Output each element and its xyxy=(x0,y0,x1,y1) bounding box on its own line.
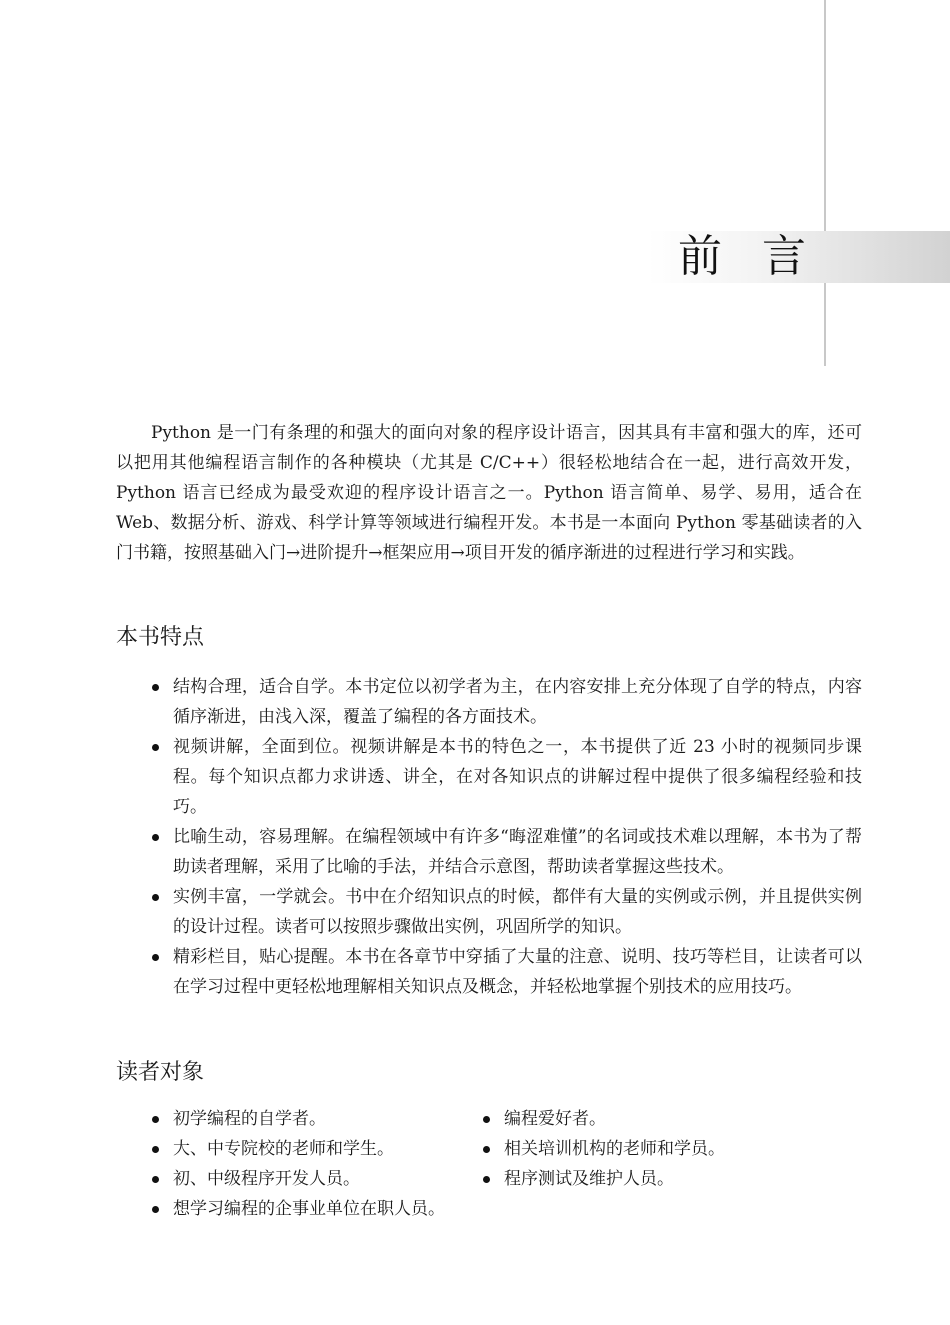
reader-text: 程序测试及维护人员。 xyxy=(504,1169,674,1189)
list-item xyxy=(148,942,862,1002)
list-item xyxy=(148,1194,508,1224)
bullet-icon xyxy=(152,1116,159,1123)
reader-text: 初、中级程序开发人员。 xyxy=(173,1169,360,1189)
reader-text: 初学编程的自学者。 xyxy=(173,1109,326,1129)
bullet-icon xyxy=(152,1206,159,1213)
feature-text: 实例丰富，一学就会。书中在介绍知识点的时候，都伴有大量的实例或示例，并且提供实例的设计过程。读者可以按照步骤做出实例，巩固所学的知识。 xyxy=(173,887,862,937)
list-item xyxy=(148,1164,508,1194)
list-item xyxy=(148,822,862,882)
bullet-icon xyxy=(152,1176,159,1183)
readers-list-right xyxy=(479,1104,839,1194)
feature-text: 结构合理，适合自学。本书定位以初学者为主，在内容安排上充分体现了自学的特点，内容循序渐进，由浅入深，覆盖了编程的各方面技术。 xyxy=(173,677,862,727)
features-heading: 本书特点 xyxy=(116,625,205,650)
intro-paragraph: Python 是一门有条理的和强大的面向对象的程序设计语言，因其具有丰富和强大的库，还可以把用其他编程语言制作的各种模块（尤其是 C/C++）很轻松地结合在一起，进行高效开发，Python 语言已经成为最受欢迎的程序设计语言之一。Python 语言简单、易学、易用，适合在 Web、数据分析、游戏、科学计算等领域进行编程开发。本书是一本面向 Python 零基础读者的入门书籍，按照基础入门→进阶提升→框架应用→项目开发的循序渐进的过程进行学习和实践。 xyxy=(116,423,862,563)
bullet-icon xyxy=(152,894,159,901)
bullet-icon xyxy=(483,1116,490,1123)
list-item xyxy=(479,1164,839,1194)
list-item xyxy=(148,1134,508,1164)
feature-text: 比喻生动，容易理解。在编程领域中有许多“晦涩难懂”的名词或技术难以理解，本书为了帮助读者理解，采用了比喻的手法，并结合示意图，帮助读者掌握这些技术。 xyxy=(173,827,862,877)
reader-text: 想学习编程的企事业单位在职人员。 xyxy=(173,1199,445,1219)
features-list xyxy=(148,672,862,1002)
feature-text: 视频讲解，全面到位。视频讲解是本书的特色之一，本书提供了近 23 小时的视频同步课程。每个知识点都力求讲透、讲全，在对各知识点的讲解过程中提供了很多编程经验和技巧。 xyxy=(173,737,862,817)
list-item xyxy=(148,732,862,822)
list-item xyxy=(148,1104,508,1134)
bullet-icon xyxy=(152,1146,159,1153)
bullet-icon xyxy=(483,1146,490,1153)
decorative-vertical-rule xyxy=(824,0,826,366)
list-item xyxy=(479,1104,839,1134)
readers-heading: 读者对象 xyxy=(116,1060,205,1085)
reader-text: 大、中专院校的老师和学生。 xyxy=(173,1139,394,1159)
bullet-icon xyxy=(152,684,159,691)
bullet-icon xyxy=(483,1176,490,1183)
list-item xyxy=(148,882,862,942)
bullet-icon xyxy=(152,954,159,961)
page-title: 前言 xyxy=(678,231,846,282)
list-item xyxy=(479,1134,839,1164)
list-item xyxy=(148,672,862,732)
bullet-icon xyxy=(152,744,159,751)
readers-list-left xyxy=(148,1104,508,1224)
bullet-icon xyxy=(152,834,159,841)
reader-text: 相关培训机构的老师和学员。 xyxy=(504,1139,725,1159)
feature-text: 精彩栏目，贴心提醒。本书在各章节中穿插了大量的注意、说明、技巧等栏目，让读者可以在学习过程中更轻松地理解相关知识点及概念，并轻松地掌握个别技术的应用技巧。 xyxy=(173,947,862,997)
reader-text: 编程爱好者。 xyxy=(504,1109,606,1129)
